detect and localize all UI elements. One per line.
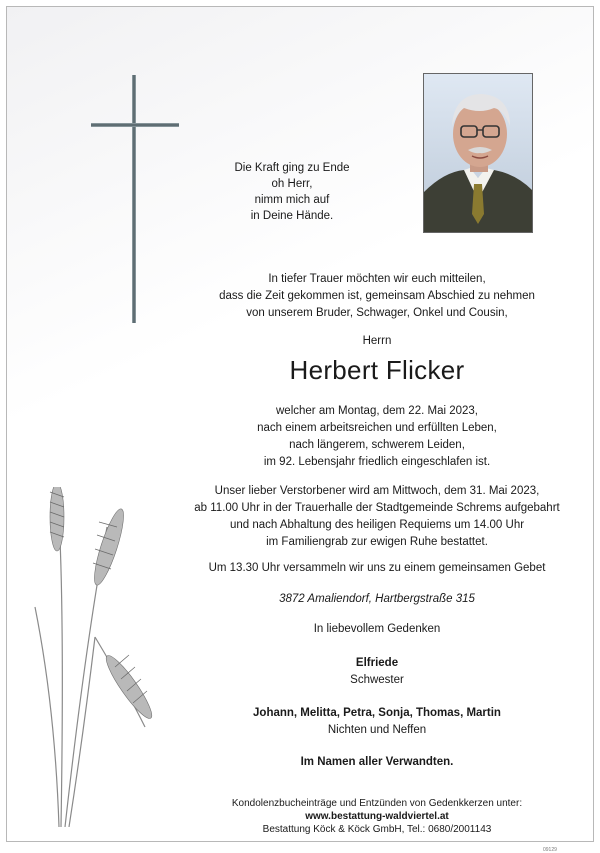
mourner-names: Johann, Melitta, Petra, Sonja, Thomas, Martin — [253, 707, 501, 719]
verse — [217, 160, 367, 224]
mourner-relation: Nichten und Neffen — [327, 724, 427, 736]
intro-line: In tiefer Trauer möchten wir euch mitteilen, — [268, 273, 486, 285]
footer-line: Kondolenzbucheinträge und Entzünden von Gedenkkerzen unter: — [231, 798, 523, 809]
footer — [157, 797, 597, 836]
death-info — [157, 403, 597, 471]
wheat-illustration — [25, 487, 175, 827]
mourner-names: Elfriede — [355, 657, 399, 669]
remembrance — [157, 621, 597, 638]
funeral-info — [157, 483, 597, 551]
intro-text — [157, 271, 597, 322]
address — [157, 591, 597, 608]
funeral-line: und nach Abhaltung des heiligen Requiems um 14.00 Uhr — [229, 519, 525, 531]
obituary-card — [6, 6, 594, 853]
verse-line: nimm mich auf — [254, 194, 330, 206]
remembrance-text: In liebevollem Gedenken — [313, 623, 441, 635]
closing — [157, 754, 597, 771]
intro-line: dass die Zeit gekommen ist, gemeinsam Abschied zu nehmen — [219, 290, 535, 302]
death-line: nach längerem, schwerem Leiden, — [289, 439, 465, 451]
salutation-text: Herrn — [362, 335, 392, 347]
deceased-name: Herbert Flicker — [289, 355, 465, 385]
mourner-relation: Schwester — [350, 674, 404, 686]
verse-line: Die Kraft ging zu Ende — [234, 162, 350, 174]
address-text: 3872 Amaliendorf, Hartbergstraße 315 — [279, 593, 475, 605]
footer-website-link[interactable]: www.bestattung-waldviertel.at — [305, 811, 449, 822]
death-line: nach einem arbeitsreichen und erfüllten Leben, — [257, 422, 497, 434]
intro-line: von unserem Bruder, Schwager, Onkel und Cousin, — [246, 307, 508, 319]
salutation — [157, 333, 597, 350]
funeral-line: ab 11.00 Uhr in der Trauerhalle der Stadtgemeinde Schrems aufgebahrt — [194, 502, 560, 514]
funeral-line: im Familiengrab zur ewigen Ruhe bestattet. — [266, 536, 488, 548]
footer-line: Bestattung Köck & Köck GmbH, Tel.: 0680/2001143 — [262, 824, 492, 835]
prayer-text: Um 13.30 Uhr versammeln wir uns zu einem gemeinsamen Gebet — [208, 562, 546, 574]
mourner-group — [157, 705, 597, 739]
mourner-group — [157, 655, 597, 689]
closing-text: Im Namen aller Verwandten. — [300, 756, 454, 768]
death-line: welcher am Montag, dem 22. Mai 2023, — [276, 405, 478, 417]
funeral-line: Unser lieber Verstorbener wird am Mittwoch, dem 31. Mai 2023, — [214, 485, 540, 497]
portrait-photo — [423, 73, 533, 233]
verse-line: in Deine Hände. — [250, 210, 334, 222]
print-code: 09129 — [543, 847, 557, 853]
prayer-info — [157, 560, 597, 577]
verse-line: oh Herr, — [271, 178, 313, 190]
death-line: im 92. Lebensjahr friedlich eingeschlafen ist. — [263, 456, 491, 468]
